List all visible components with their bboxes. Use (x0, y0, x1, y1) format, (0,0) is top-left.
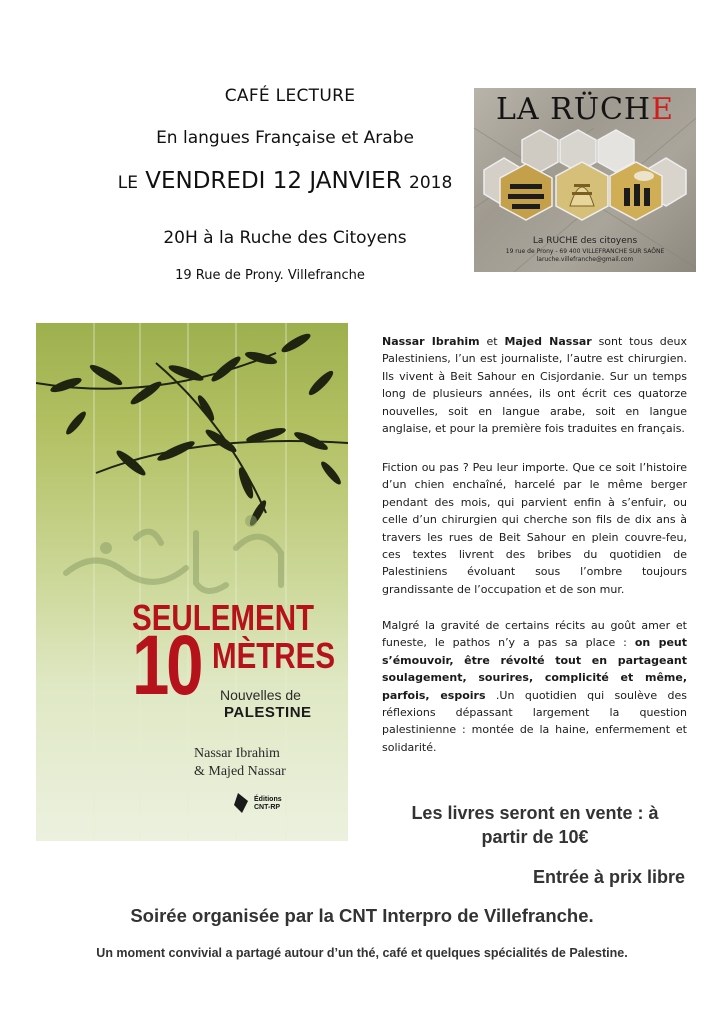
logo-email: laruche.villefranche@gmail.com (536, 256, 634, 263)
description-paragraph-2: Fiction ou pas ? Peu leur importe. Que ce soit l’histoire d’un chien enchaîné, harcelé par le même berger pendant des mois, qui parvient enfin à s’enfuir, ou celle d’un chirurgien qui cherche son fils de dix ans à travers les rues de Beit Sahour en plein couvre-feu, ces textes livrent des bribes du quotidien de Palestiniens évoluant sous l’ombre toujours grandissante de l’occupation et de son mur. (382, 461, 687, 596)
cover-title-line2: MÈTRES (212, 635, 336, 676)
paragraph-1-text: sont tous deux Palestiniens, l’un est journaliste, l’autre est chirurgien. Ils vivent à Beit Sahour en Cisjordanie. Sur un temps long de plusieurs années, ils ont écrit ces quatorze nouvelles, soit en langue arabe, soit en langue anglaise, et pour la première fois traduites en français. (382, 335, 688, 436)
convivial-moment-line: Un moment convivial a partagé autour d’un thé, café et quelques spécialités de Palestine. (96, 946, 628, 960)
organizer-line: Soirée organisée par la CNT Interpro de Villefranche. (130, 905, 594, 926)
languages-heading: En langues Française et Arabe (156, 128, 414, 148)
paragraph-3-end: .Un quotidien qui soulève des réflexions dépassant largement la question palestinienne : montée de la haine, enfermement et solidarité. (382, 688, 687, 754)
logo-address: 19 rue de Prony - 69 400 VILLEFRANCHE SUR SAÔNE (505, 248, 665, 255)
entry-price: Entrée à prix libre (532, 867, 685, 887)
date-le: LE (117, 173, 138, 193)
author2-name: Majed Nassar (504, 335, 592, 348)
cover-author1: Nassar Ibrahim (194, 746, 280, 761)
description-paragraph-3 (382, 617, 687, 756)
logo-title-black: LA RÜCH (495, 92, 652, 127)
cover-publisher-line2: CNT-RP (254, 804, 281, 811)
paragraph-3-start: Malgré la gravité de certains récits au goût amer et funeste, le pathos n’y a pas sa place : (382, 619, 687, 650)
event-type-heading: CAFÉ LECTURE (224, 86, 356, 106)
logo-title (474, 92, 696, 127)
la-ruche-logo (474, 88, 696, 272)
olive-leaves (36, 332, 348, 527)
book-cover (36, 323, 348, 841)
sale-line-2: partir de 10€ (481, 827, 589, 847)
cover-publisher-line1: Éditions (254, 796, 282, 803)
calligraphy-watermark (66, 518, 281, 591)
cover-author2: & Majed Nassar (194, 764, 286, 779)
description-paragraph-1 (382, 333, 687, 437)
cover-title-number: 10 (132, 618, 201, 712)
cover-subtitle-line1: Nouvelles de (220, 687, 301, 703)
logo-subtitle: La RUCHE des citoyens (532, 236, 638, 246)
time-and-place: 20H à la Ruche des Citoyens (163, 228, 407, 248)
paragraph-3-bold: on peut s’émouvoir, être révolté tout en partageant soulagement, sourires, complicité et même, parfois, espoirs (382, 636, 687, 702)
logo-title-red: E (651, 92, 675, 127)
author-and: et (479, 335, 505, 348)
date-main: VENDREDI 12 JANVIER (137, 168, 409, 194)
olive-branches-graphic (36, 323, 348, 841)
author1-name: Nassar Ibrahim (382, 335, 480, 348)
cover-subtitle-line2: PALESTINE (224, 704, 312, 721)
event-date (95, 168, 475, 194)
sale-line-1: Les livres seront en vente : à (411, 803, 659, 823)
cover-title-line1: SEULEMENT (132, 597, 315, 638)
event-address: 19 Rue de Prony. Villefranche (175, 268, 365, 283)
date-year: 2018 (409, 173, 453, 193)
